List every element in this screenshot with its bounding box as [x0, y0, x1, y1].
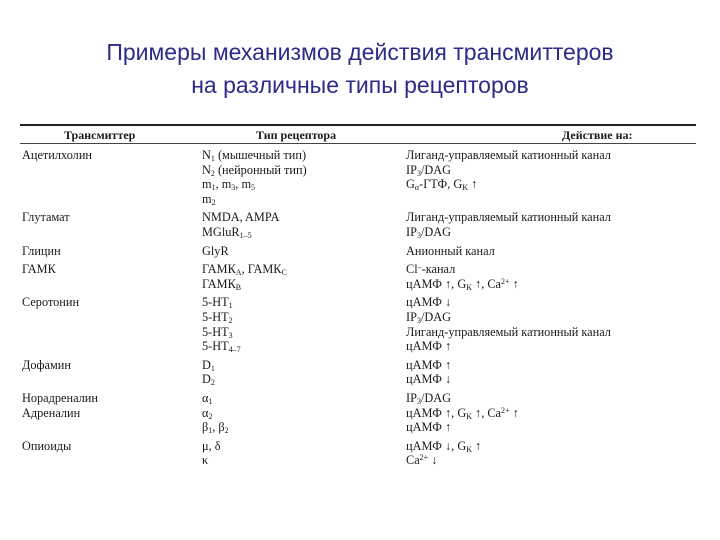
action-line: цАМФ ↑: [406, 357, 452, 372]
cell-transmitter: Глицин: [22, 243, 61, 258]
action-line: Лиганд-управляемый катионный канал: [406, 324, 611, 339]
cell-receptor-type: [202, 439, 406, 468]
table-body: [20, 148, 696, 468]
cell-receptor-type: [202, 262, 406, 291]
slide-title-line-2: на различные типы рецепторов: [191, 72, 529, 98]
table-row: [20, 295, 696, 353]
cell-receptor-type: [202, 210, 406, 239]
receptor-line: $D_1$: [202, 357, 215, 373]
cell-transmitter: Ацетилхолин: [22, 148, 92, 162]
cell-transmitter: ГАМК: [22, 262, 56, 277]
action-line: цАМФ ↓, $G_K$ ↑: [406, 438, 482, 454]
cell-transmitter: Норадреналин: [22, 390, 98, 405]
slide-title-line-1: Примеры механизмов действия трансмиттеров: [106, 39, 614, 65]
action-line: цАМФ ↑: [406, 339, 452, 354]
cell-action: [406, 210, 696, 239]
table-row: [20, 210, 696, 239]
receptor-line: $N_1$ (мышечный тип): [202, 148, 307, 163]
receptor-line: $ГАМК_A$, $ГАМК_C$: [202, 262, 287, 278]
header-action: Действие на:: [562, 128, 633, 142]
cell-action: [406, 391, 696, 406]
header-transmitter: Трансмиттер: [64, 128, 136, 142]
receptor-line: $ГАМК_B$: [202, 276, 242, 292]
cell-action: [406, 295, 696, 353]
action-line: $IP_3$/DAG: [406, 390, 451, 406]
cell-action: [406, 262, 696, 291]
receptor-line: κ: [202, 453, 209, 468]
cell-action: [406, 358, 696, 387]
table-row: [20, 262, 696, 291]
receptor-line: $\beta_1$, $\beta_2$: [202, 420, 229, 436]
table-row: [20, 148, 696, 206]
action-line: $G_\alpha$-ГТФ, $G_K$ ↑: [406, 177, 478, 193]
cell-receptor-type: [202, 358, 406, 387]
receptor-line: $D_2$: [202, 372, 215, 388]
action-line: цАМФ ↓: [406, 295, 452, 310]
action-line: $IP_3$/DAG: [406, 224, 451, 240]
cell-receptor-type: [202, 295, 406, 353]
cell-transmitter: Глутамат: [22, 210, 70, 225]
cell-action: [406, 439, 696, 468]
cell-transmitter: Дофамин: [22, 357, 71, 372]
action-line: $IP_3$/DAG: [406, 309, 451, 325]
receptor-line: $\alpha_2$: [202, 405, 213, 421]
receptor-table: [20, 124, 696, 468]
header-receptor-type: Тип рецептора: [256, 128, 337, 142]
slide-title: [0, 36, 720, 102]
cell-action: [406, 148, 696, 206]
table-row: [20, 244, 696, 259]
cell-receptor-type: [202, 391, 406, 406]
action-line: $Ca^{2+}$ ↓: [406, 453, 438, 468]
cell-receptor-type: [202, 148, 406, 206]
receptor-line: $\alpha_1$: [202, 390, 213, 406]
action-line: Анионный канал: [406, 243, 495, 258]
cell-action: [406, 244, 696, 259]
receptor-line: $N_2$ (нейронный тип): [202, 162, 307, 178]
action-line: цАМФ ↓: [406, 372, 452, 387]
receptor-line: GlyR: [202, 243, 229, 258]
action-line: $IP_3$/DAG: [406, 162, 451, 178]
action-line: Лиганд-управляемый катионный канал: [406, 210, 611, 225]
table-header: [20, 126, 696, 143]
action-line: Cl–-канал: [406, 262, 456, 277]
receptor-line: $5-НТ_{4-7}$: [202, 339, 241, 355]
action-line: цАМФ ↑, $G_K$ ↑, $Ca^{2+}$ ↑: [406, 276, 519, 292]
cell-receptor-type: [202, 244, 406, 259]
table-row: [20, 406, 696, 435]
action-line: Лиганд-управляемый катионный канал: [406, 148, 611, 162]
action-line: цАМФ ↑, $G_K$ ↑, $Ca^{2+}$ ↑: [406, 405, 519, 421]
receptor-line: MGluR$_{1-5}$: [202, 224, 252, 240]
receptor-line: $5-НТ_2$: [202, 309, 233, 325]
cell-transmitter: Адреналин: [22, 405, 81, 420]
receptor-line: $m_1$, $m_3$, $m_5$: [202, 177, 256, 193]
receptor-line: NMDA, AMPA: [202, 210, 280, 225]
table-row: [20, 391, 696, 406]
action-line: цАМФ ↑: [406, 420, 452, 435]
receptor-line: $5-НТ_3$: [202, 324, 233, 340]
cell-receptor-type: [202, 406, 406, 435]
cell-transmitter: Опиоиды: [22, 438, 72, 453]
cell-transmitter: Серотонин: [22, 295, 80, 310]
table-row: [20, 439, 696, 468]
table-header-rule: [20, 143, 696, 144]
receptor-line: $5-НТ_1$: [202, 295, 233, 311]
table-row: [20, 358, 696, 387]
receptor-line: μ, δ: [202, 438, 221, 453]
cell-action: [406, 406, 696, 435]
receptor-line: $m_2$: [202, 191, 216, 207]
